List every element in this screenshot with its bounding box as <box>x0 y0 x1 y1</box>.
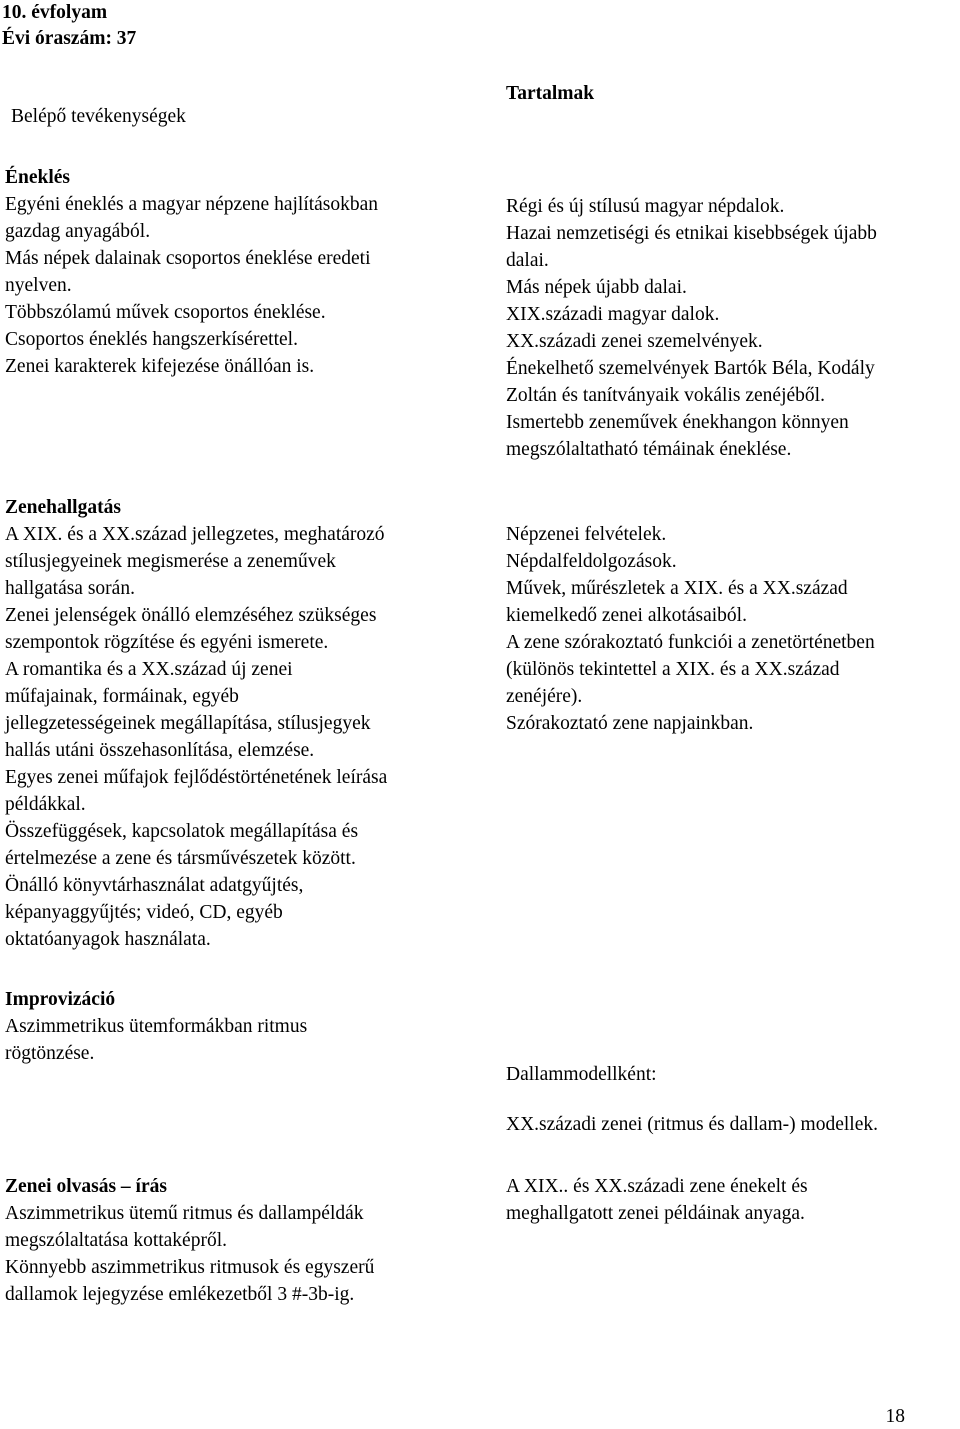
melody-model-content: XX.századi zenei (ritmus és dallam-) modellek. <box>506 1114 878 1135</box>
listening-activity-line: stílusjegyeinek megismerése a zeneművek <box>5 551 336 572</box>
listening-content-line: A zene szórakoztató funkciói a zenetörténetben <box>506 632 875 653</box>
singing-content-line: Zoltán és tanítványaik vokális zenéjéből. <box>506 385 825 406</box>
reading-title: Zenei olvasás – írás <box>5 1176 167 1197</box>
listening-contents <box>506 521 875 737</box>
listening-content-line: zenéjére). <box>506 686 583 707</box>
singing-activity-line: Más népek dalainak csoportos éneklése eredeti <box>5 248 371 269</box>
grade-heading: 10. évfolyam <box>2 2 108 23</box>
singing-title: Éneklés <box>5 167 71 188</box>
listening-content-line: kiemelkedő zenei alkotásaiból. <box>506 605 747 626</box>
listening-content-line: (különös tekintettel a XIX. és a XX.század <box>506 659 840 680</box>
singing-activities <box>5 191 378 380</box>
listening-title: Zenehallgatás <box>5 497 121 518</box>
left-column-heading: Belépő tevékenységek <box>11 106 186 127</box>
singing-content-line: Énekelhető szemelvények Bartók Béla, Kodály <box>506 358 875 379</box>
listening-activity-line: A XIX. és a XX.század jellegzetes, meghatározó <box>5 524 385 545</box>
listening-activity-line: képanyaggyűjtés; videó, CD, egyéb <box>5 902 283 923</box>
singing-content-line: Hazai nemzetiségi és etnikai kisebbségek újabb <box>506 223 877 244</box>
listening-content-line: Népzenei felvételek. <box>506 524 667 545</box>
singing-content-line: Régi és új stílusú magyar népdalok. <box>506 196 785 217</box>
singing-content-line: Ismertebb zeneművek énekhangon könnyen <box>506 412 849 433</box>
singing-activity-line: nyelven. <box>5 275 72 296</box>
listening-activity-line: oktatóanyagok használata. <box>5 929 211 950</box>
reading-activity-line: megszólaltatása kottaképről. <box>5 1230 228 1251</box>
listening-activity-line: Összefüggések, kapcsolatok megállapítása és <box>5 821 359 842</box>
listening-content-line: Népdalfeldolgozások. <box>506 551 677 572</box>
reading-content-line: A XIX.. és XX.századi zene énekelt és <box>506 1176 808 1197</box>
listening-activity-line: értelmezése a zene és társművészetek között. <box>5 848 356 869</box>
singing-content-line: Más népek újabb dalai. <box>506 277 687 298</box>
listening-content-line: Szórakoztató zene napjainkban. <box>506 713 754 734</box>
reading-contents <box>506 1173 808 1227</box>
reading-content-line: meghallgatott zenei példáinak anyaga. <box>506 1203 805 1224</box>
page-number: 18 <box>885 1406 905 1427</box>
singing-activity-line: Zenei karakterek kifejezése önállóan is. <box>5 356 315 377</box>
listening-activities <box>5 521 387 953</box>
singing-content-line: XX.századi zenei szemelvények. <box>506 331 763 352</box>
listening-activity-line: példákkal. <box>5 794 86 815</box>
listening-activity-line: hallgatása során. <box>5 578 135 599</box>
listening-activity-line: A romantika és a XX.század új zenei <box>5 659 293 680</box>
singing-content-line: dalai. <box>506 250 549 271</box>
listening-activity-line: Egyes zenei műfajok fejlődéstörténetének leírása <box>5 767 388 788</box>
listening-activity-line: Önálló könyvtárhasználat adatgyűjtés, <box>5 875 304 896</box>
listening-activity-line: szempontok rögzítése és egyéni ismerete. <box>5 632 329 653</box>
listening-activity-line: jellegzetességeinek megállapítása, stílusjegyek <box>5 713 371 734</box>
listening-activity-line: műfajainak, formáinak, egyéb <box>5 686 239 707</box>
melody-model-label: Dallammodellként: <box>506 1064 657 1085</box>
reading-activity-line: Aszimmetrikus ütemű ritmus és dallampéldák <box>5 1203 364 1224</box>
listening-activity-line: Zenei jelenségek önálló elemzéséhez szükséges <box>5 605 377 626</box>
listening-activity-line: hallás utáni összehasonlítása, elemzése. <box>5 740 315 761</box>
reading-activities <box>5 1200 374 1308</box>
singing-activity-line: gazdag anyagából. <box>5 221 151 242</box>
singing-activity-line: Egyéni éneklés a magyar népzene hajlításokban <box>5 194 379 215</box>
listening-content-line: Művek, műrészletek a XIX. és a XX.század <box>506 578 848 599</box>
singing-activity-line: Többszólamú művek csoportos éneklése. <box>5 302 326 323</box>
right-column-heading: Tartalmak <box>506 83 595 104</box>
improvisation-activities <box>5 1013 307 1067</box>
improvisation-activity-line: rögtönzése. <box>5 1043 95 1064</box>
singing-content-line: megszólaltatható témáinak éneklése. <box>506 439 792 460</box>
singing-activity-line: Csoportos éneklés hangszerkísérettel. <box>5 329 298 350</box>
improvisation-title: Improvizáció <box>5 989 116 1010</box>
singing-content-line: XIX.századi magyar dalok. <box>506 304 720 325</box>
reading-activity-line: Könnyebb aszimmetrikus ritmusok és egyszerű <box>5 1257 375 1278</box>
singing-contents <box>506 193 877 463</box>
reading-activity-line: dallamok lejegyzése emlékezetből 3 #-3b-ig. <box>5 1284 355 1305</box>
hours-heading: Évi óraszám: 37 <box>2 28 137 49</box>
improvisation-activity-line: Aszimmetrikus ütemformákban ritmus <box>5 1016 308 1037</box>
